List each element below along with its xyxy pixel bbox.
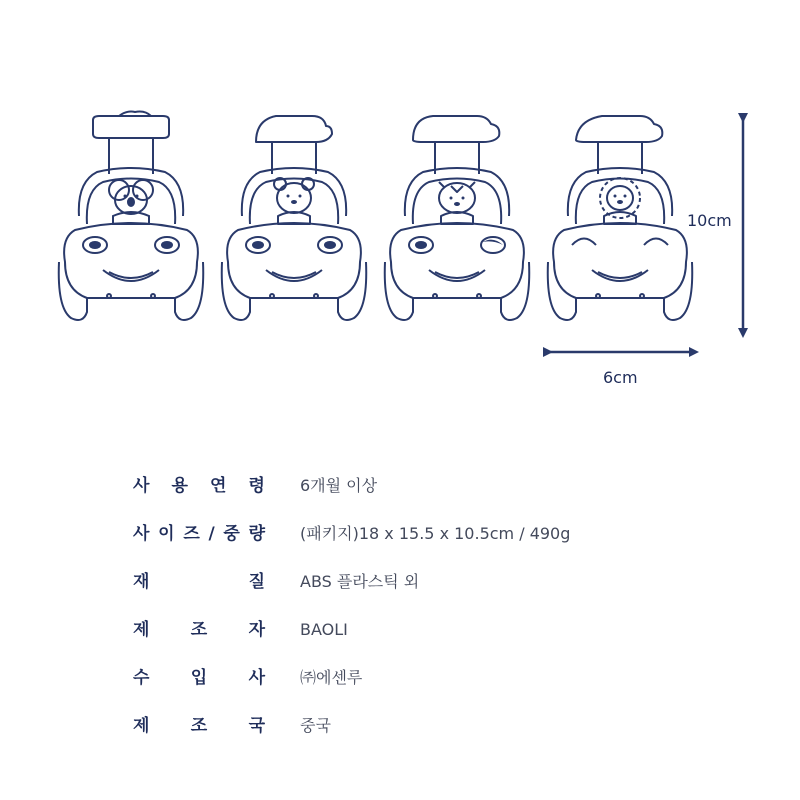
spec-value-origin: 중국: [300, 716, 331, 735]
toy-car-koala: [59, 112, 204, 321]
spec-label-origin: 제 조 국: [133, 716, 265, 736]
spec-row-manufacturer: [0, 606, 800, 654]
spec-row-age: [0, 462, 800, 510]
spec-label-importer: 수 입 사: [133, 668, 265, 688]
height-label: 10cm: [687, 211, 732, 230]
toy-car-lion: [548, 116, 693, 320]
spec-value-age: 6개월 이상: [300, 476, 378, 495]
spec-row-importer: [0, 654, 800, 702]
spec-value-manufacturer: BAOLI: [300, 620, 348, 639]
spec-label-material: 재 질: [133, 572, 265, 592]
spec-row-material: [0, 558, 800, 606]
spec-label-manufacturer: 제 조 자: [133, 620, 265, 640]
spec-value-size-weight: (패키지)18 x 15.5 x 10.5cm / 490g: [300, 524, 571, 543]
width-label: 6cm: [603, 368, 638, 387]
spec-row-origin: [0, 702, 800, 750]
spec-label-age: 사 용 연 령: [133, 476, 265, 496]
spec-label-size-weight: 사 이 즈 / 중 량: [133, 524, 265, 544]
toy-car-tiger: [385, 116, 530, 320]
spec-value-material: ABS 플라스틱 외: [300, 572, 420, 591]
toy-car-bear: [222, 116, 367, 320]
spec-value-importer: ㈜에센루: [300, 668, 363, 687]
spec-row-size-weight: [0, 510, 800, 558]
